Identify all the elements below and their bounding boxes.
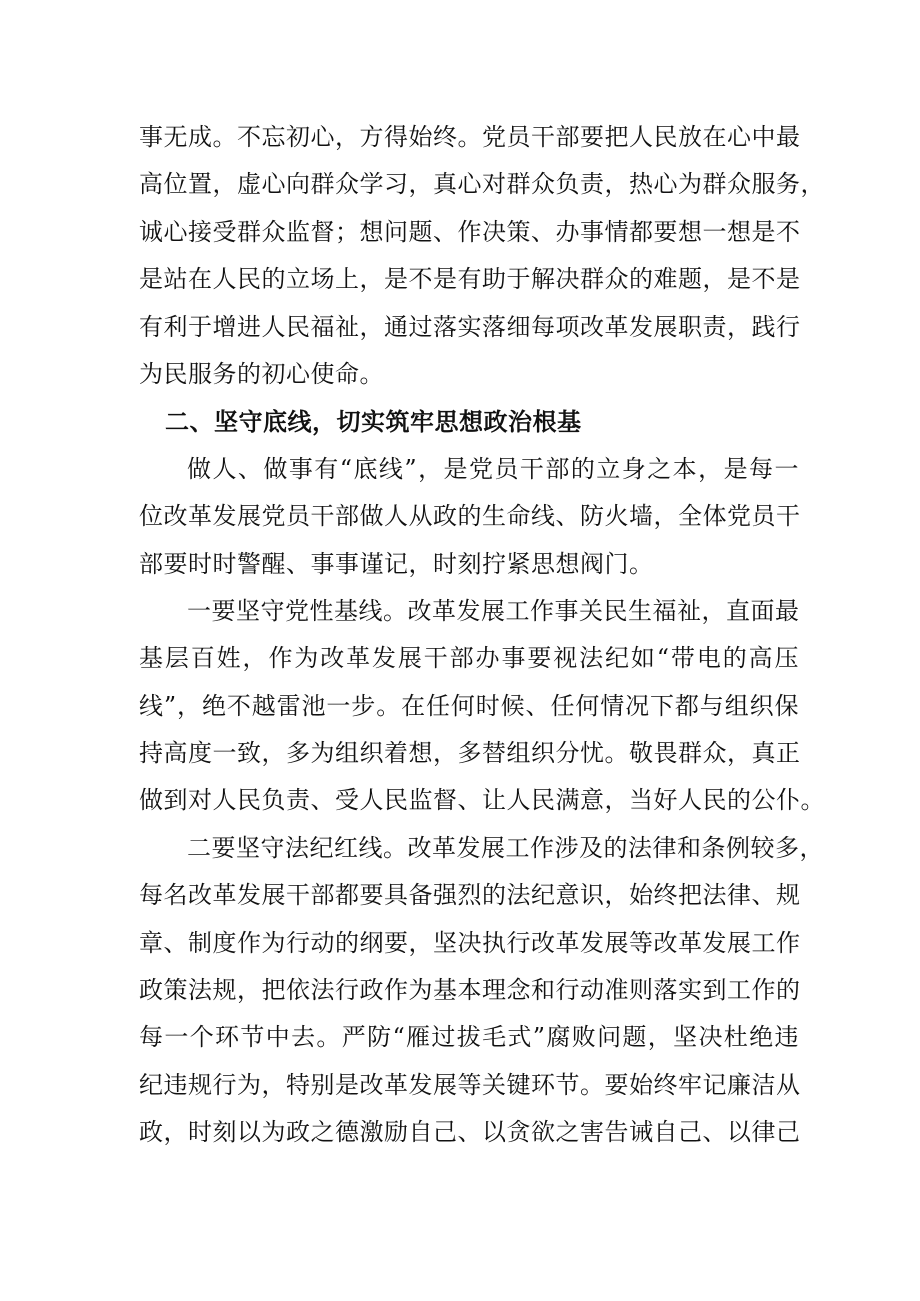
paragraph-line: 是站在人民的立场上，是不是有助于解决群众的难题，是不是 (139, 265, 801, 294)
paragraph-line: 为民服务的初心使命。 (139, 359, 384, 388)
paragraph-line: 纪违规行为，特别是改革发展等关键环节。要始终牢记廉洁从 (139, 1070, 801, 1099)
paragraph-line: 有利于增进人民福祉，通过落实落细每项改革发展职责，践行 (139, 312, 801, 341)
paragraph-line: 每一个环节中去。严防“雁过拔毛式”腐败问题，坚决杜绝违 (139, 1023, 799, 1052)
paragraph-line: 一要坚守党性基线。改革发展工作事关民生福祉，直面最 (187, 596, 800, 625)
paragraph-line: 线”，绝不越雷池一步。在任何时候、任何情况下都与组织保 (139, 691, 799, 720)
paragraph-line: 政，时刻以为政之德激励自己、以贪欲之害告诫自己、以律己 (139, 1118, 801, 1147)
paragraph-line: 事无成。不忘初心，方得始终。党员干部要把人民放在心中最 (139, 123, 801, 151)
paragraph-line: 章、制度作为行动的纲要，坚决执行改革发展等改革发展工作 (139, 928, 801, 957)
paragraph-line: 基层百姓，作为改革发展干部办事要视法纪如“带电的高压 (139, 644, 799, 673)
paragraph-line: 部要时时警醒、事事谨记，时刻拧紧思想阀门。 (139, 549, 654, 578)
paragraph-line: 位改革发展党员干部做人从政的生命线、防火墙，全体党员干 (139, 502, 801, 531)
paragraph-line: 二要坚守法纪红线。改革发展工作涉及的法律和条例较多， (187, 833, 824, 862)
paragraph-line: 诚心接受群众监督；想问题、作决策、办事情都要想一想是不 (139, 217, 801, 246)
paragraph-line: 政策法规，把依法行政作为基本理念和行动准则落实到工作的 (139, 976, 801, 1005)
paragraph-line: 做人、做事有“底线”，是党员干部的立身之本，是每一 (187, 454, 799, 483)
paragraph-line: 高位置，虚心向群众学习，真心对群众负责，热心为群众服务， (139, 170, 825, 199)
body-text (139, 114, 825, 1157)
section-heading: 二、坚守底线，切实筑牢思想政治根基 (165, 407, 582, 437)
paragraph-line: 每名改革发展干部都要具备强烈的法纪意识，始终把法律、规 (139, 881, 801, 910)
paragraph-line: 做到对人民负责、受人民监督、让人民满意，当好人民的公仆。 (139, 786, 825, 815)
paragraph-line: 持高度一致，多为组织着想，多替组织分忧。敬畏群众，真正 (139, 739, 801, 768)
